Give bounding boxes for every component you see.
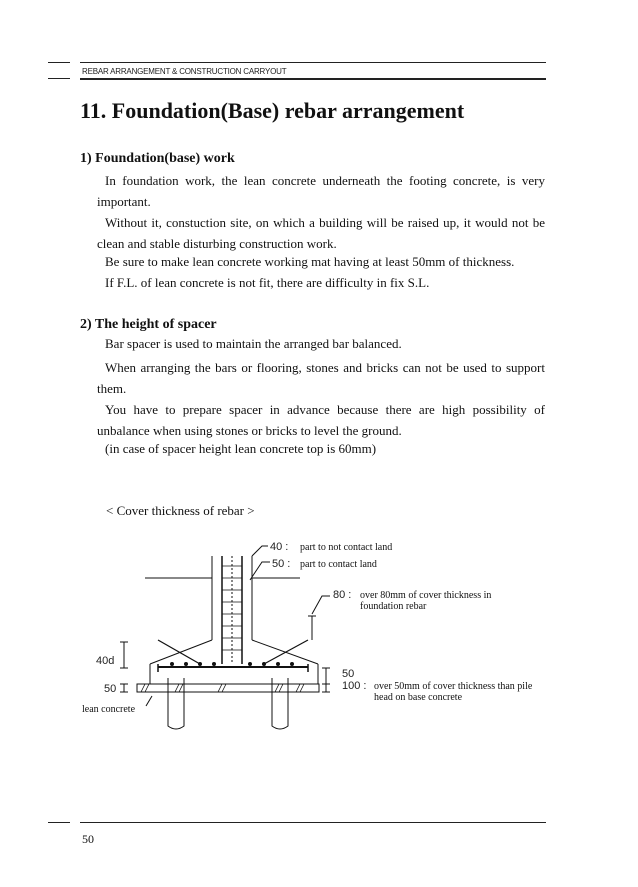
rebar-dots (170, 662, 294, 666)
dim-label-40d: 40d (96, 655, 115, 667)
pile-right (272, 678, 288, 729)
hatch (141, 684, 304, 692)
footing-slope (150, 640, 212, 664)
text-line: If F.L. of lean concrete is not fit, there are difficulty in fix S.L. (105, 275, 430, 290)
note-80mm-cover-line2: foundation rebar (360, 601, 427, 612)
text-line: Bar spacer is used to maintain the arranged bar balanced. (105, 336, 402, 351)
note-50mm-cover-pile-line2: head on base concrete (374, 692, 463, 703)
leader-80 (312, 596, 330, 614)
label-lean-concrete: lean concrete (82, 704, 136, 715)
section-heading-spacer-height: 2) The height of spacer (80, 317, 217, 332)
leader-lean-concrete (146, 696, 152, 706)
text-line: (in case of spacer height lean concrete top is 60mm) (105, 441, 377, 456)
dim-label-50-right: 50 (342, 668, 355, 680)
page-number: 50 (82, 832, 94, 846)
hook-bar (264, 640, 308, 664)
running-header: REBAR ARRANGEMENT & CONSTRUCTION CARRYOUT (82, 67, 287, 76)
lean-concrete-slab (137, 684, 319, 692)
page-title: 11. Foundation(Base) rebar arrangement (80, 98, 465, 123)
dim-label-50-left: 50 (104, 683, 117, 695)
note-50mm-cover-pile: over 50mm of cover thickness than pile (374, 681, 533, 692)
footer-rule-stub (48, 822, 70, 823)
note-part-to-not-contact-land: part to not contact land (300, 542, 393, 553)
dim-label-40: 40 : (270, 541, 289, 553)
footer-rule (80, 822, 546, 823)
section-heading-foundation-work: 1) Foundation(base) work (80, 151, 235, 166)
note-80mm-cover: over 80mm of cover thickness in (360, 590, 492, 601)
figure-caption: < Cover thickness of rebar > (106, 503, 255, 518)
dim-label-100: 100 : (342, 680, 367, 692)
dim-label-80: 80 : (333, 589, 352, 601)
paragraph: Without it, constuction site, on which a building will be raised up, it would not be clean and stable disturbing construction work. (97, 215, 545, 251)
paragraph: In foundation work, the lean concrete underneath the footing concrete, is very important. (97, 173, 545, 209)
leader-50 (250, 562, 270, 580)
pile-left (168, 678, 184, 729)
paragraph: You have to prepare spacer in advance because there are high possibility of unbalance when using stones or bricks to level the ground. (97, 402, 545, 438)
dim-label-50: 50 : (272, 558, 291, 570)
note-part-to-contact-land: part to contact land (300, 559, 377, 570)
text-line: Be sure to make lean concrete working mat having at least 50mm of thickness. (105, 254, 515, 269)
leader-40 (252, 546, 268, 556)
paragraph: When arranging the bars or flooring, stones and bricks can not be used to support them. (97, 360, 545, 396)
hook-bar (158, 640, 200, 664)
